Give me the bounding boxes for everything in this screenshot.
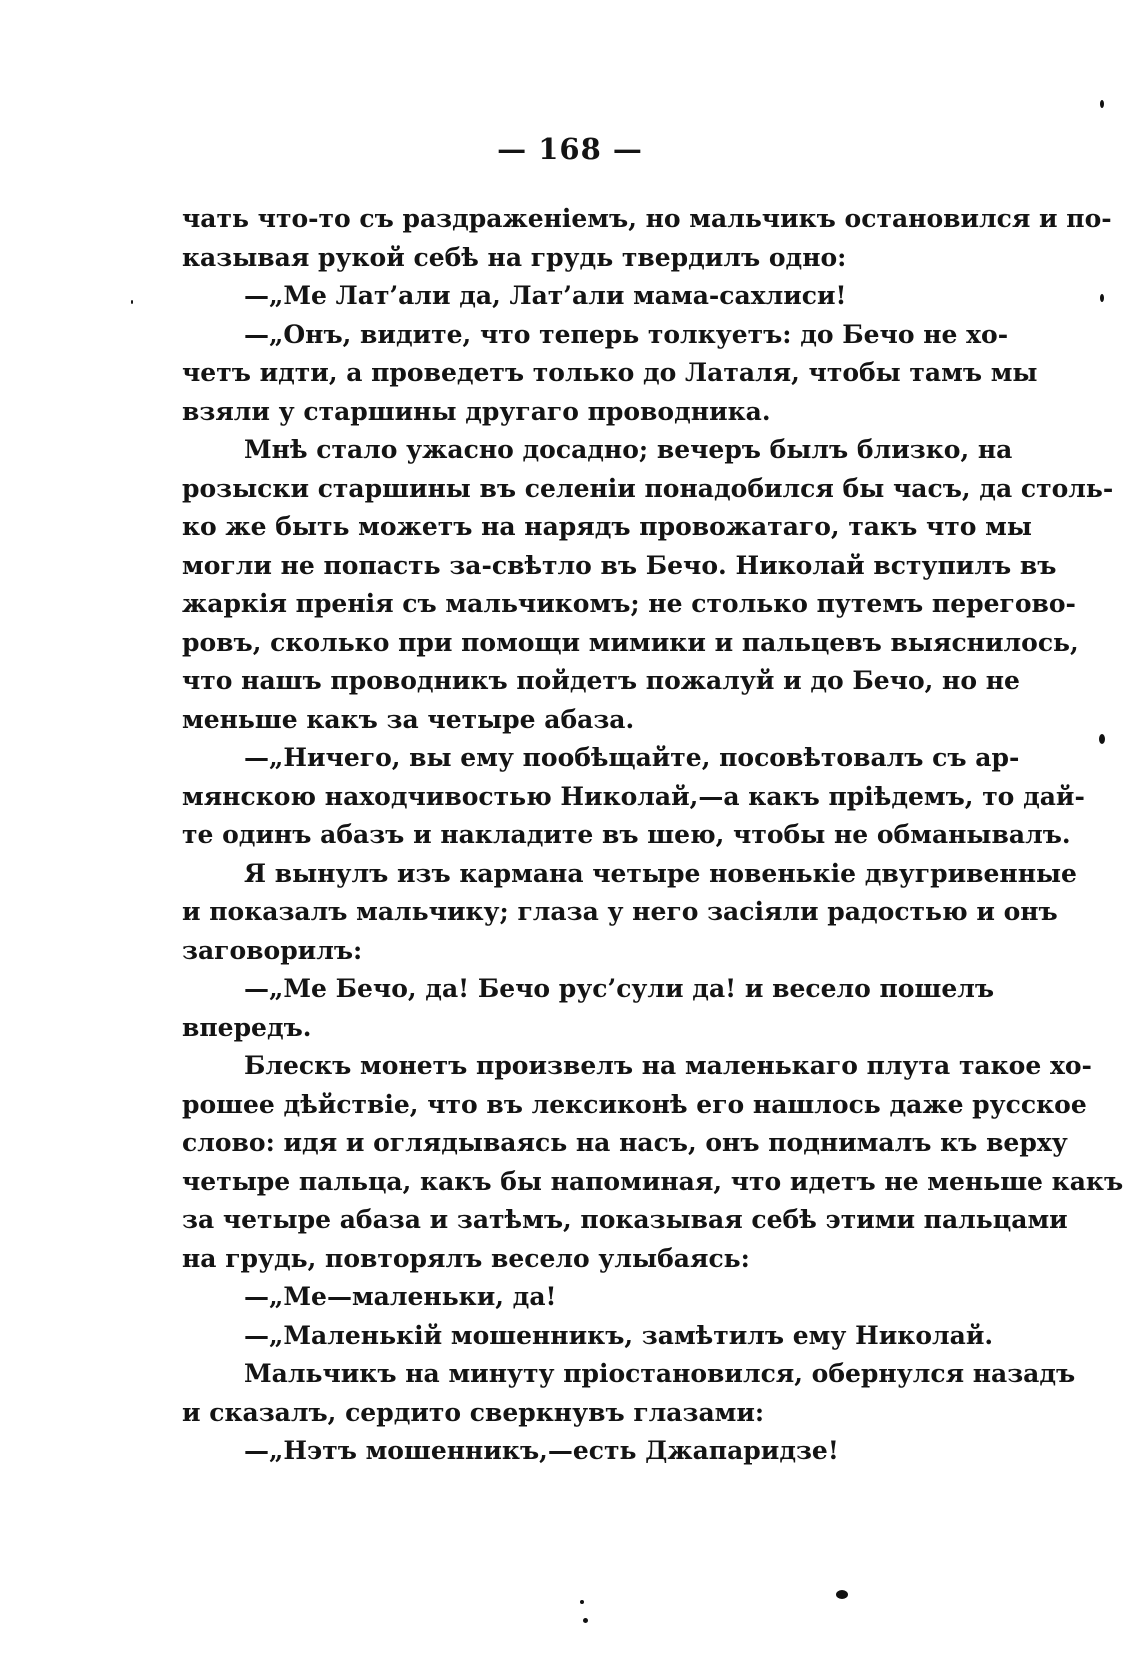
text-line: —„Маленькій мошенникъ, замѣтилъ ему Николай.: [244, 1320, 994, 1350]
text-line: что нашъ проводникъ пойдетъ пожалуй и до Бечо, но не: [182, 666, 1020, 695]
ink-speck: [1100, 100, 1104, 108]
body-text: [182, 200, 1124, 1471]
text-line: меньше какъ за четыре абаза.: [182, 704, 635, 734]
text-line: могли не попасть за-свѣтло въ Бечо. Николай вступилъ въ: [182, 550, 1057, 580]
text-line: жаркія пренія съ мальчикомъ; не столько путемъ перегово-: [182, 589, 1076, 618]
text-line: ко же быть можетъ на нарядъ провожатаго, такъ что мы: [182, 512, 1032, 541]
ink-speck: [1099, 734, 1105, 744]
text-line: —„Ничего, вы ему пообѣщайте, посовѣтовалъ съ ар-: [244, 743, 1020, 772]
text-line: —„Нэтъ мошенникъ,—есть Джапаридзе!: [244, 1436, 839, 1465]
text-line: —„Ме—маленьки, да!: [244, 1282, 557, 1311]
text-line: четыре пальца, какъ бы напоминая, что идетъ не меньше какъ: [182, 1166, 1124, 1196]
text-line: —„Онъ, видите, что теперь толкуетъ: до Бечо не хо-: [244, 319, 1009, 349]
text-line: слово: идя и оглядываясь на насъ, онъ поднималъ къ верху: [182, 1128, 1068, 1157]
text-line: Я вынулъ изъ кармана четыре новенькіе двугривенные: [244, 858, 1077, 888]
text-line: мянскою находчивостью Николай,—а какъ пріѣдемъ, то дай-: [182, 781, 1085, 811]
ink-speck: [583, 1618, 588, 1623]
text-line: и показалъ мальчику; глаза у него засіяли радостью и онъ: [182, 897, 1058, 926]
page-number: — 168 —: [497, 132, 643, 166]
text-line: и сказалъ, сердито сверкнувъ глазами:: [182, 1397, 765, 1427]
text-line: розыски старшины въ селеніи понадобился бы часъ, да столь-: [182, 473, 1114, 503]
ink-speck: [580, 1600, 584, 1604]
text-line: Блескъ монетъ произвелъ на маленькаго плута такое хо-: [244, 1051, 1092, 1080]
text-line: Мальчикъ на минуту пріостановился, обернулся назадъ: [244, 1359, 1076, 1388]
text-line: за четыре абаза и затѣмъ, показывая себѣ этими пальцами: [182, 1205, 1068, 1234]
text-line: казывая рукой себѣ на грудь твердилъ одно:: [182, 242, 847, 272]
ink-speck: [131, 300, 133, 304]
ink-speck: [1100, 294, 1104, 302]
text-line: чать что-то съ раздраженіемъ, но мальчикъ остановился и по-: [182, 204, 1112, 233]
text-line: —„Ме Бечо, да! Бечо рус’сули да! и весело пошелъ: [244, 974, 995, 1003]
text-line: впередъ.: [182, 1012, 312, 1042]
text-line: заговорилъ:: [182, 935, 363, 965]
text-line: взяли у старшины другаго проводника.: [182, 396, 771, 426]
text-line: рошее дѣйствіе, что въ лексиконѣ его нашлось даже русское: [182, 1089, 1087, 1119]
text-line: ровъ, сколько при помощи мимики и пальцевъ выяснилось,: [182, 627, 1079, 657]
ink-speck: [836, 1590, 848, 1599]
text-line: —„Ме Лат’али да, Лат’али мама-сахлиси!: [244, 281, 847, 310]
text-line: Мнѣ стало ужасно досадно; вечеръ былъ близко, на: [244, 435, 1013, 464]
text-line: те одинъ абазъ и накладите въ шею, чтобы не обманывалъ.: [182, 820, 1071, 849]
text-line: четъ идти, а проведетъ только до Латаля, чтобы тамъ мы: [182, 358, 1038, 387]
text-line: на грудь, повторялъ весело улыбаясь:: [182, 1243, 750, 1273]
